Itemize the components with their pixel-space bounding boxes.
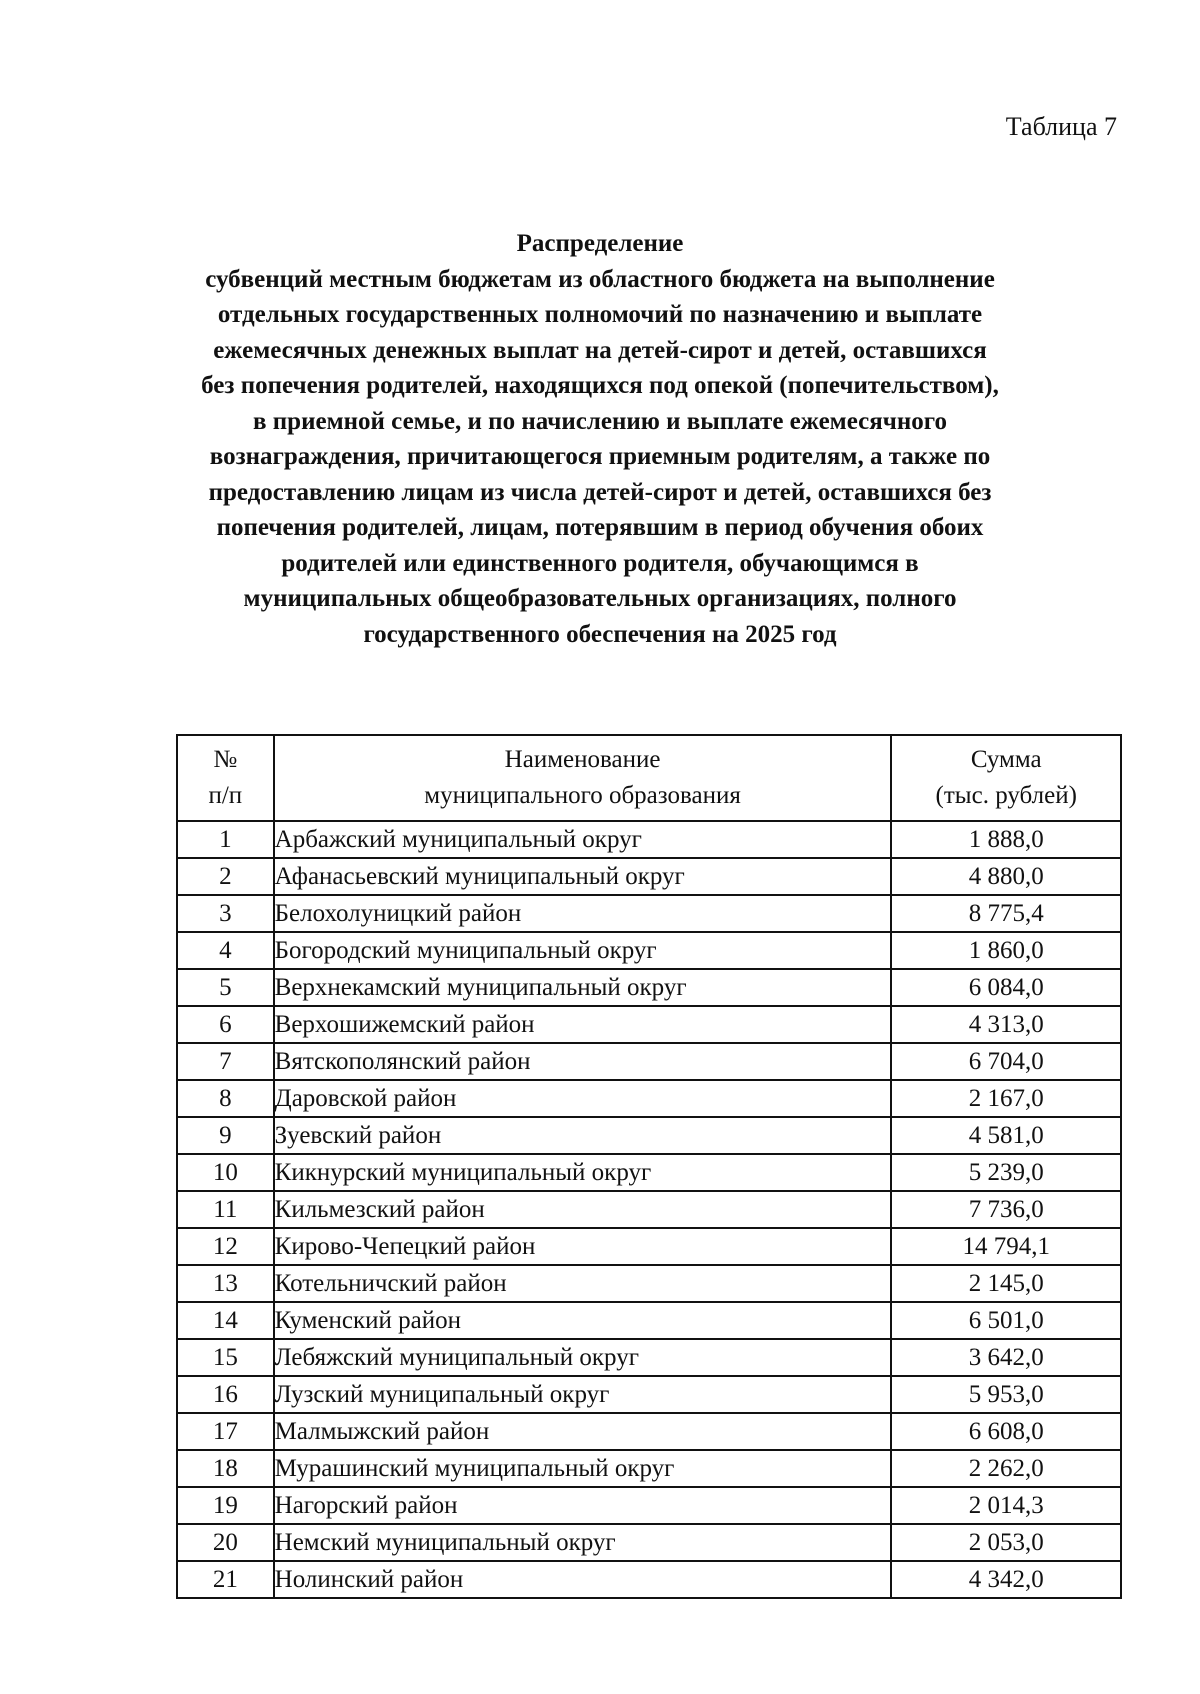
table-row [177,821,1121,858]
table-row [177,1043,1121,1080]
table-body [177,821,1121,1598]
title-line: Распределение [516,230,684,257]
header-name-line: Наименование [504,746,661,773]
amount-cell: 8 775,4 [891,895,1121,932]
amount-cell: 4 880,0 [891,858,1121,895]
amount-cell: 1 888,0 [891,821,1121,858]
document-title [140,226,1060,652]
table-row [177,1117,1121,1154]
amount-cell: 2 053,0 [891,1524,1121,1561]
municipality-name-cell: Лебяжский муниципальный округ [274,1339,892,1376]
header-sum-line: (тыс. рублей) [935,782,1077,809]
header-sum [891,735,1121,821]
row-number-cell: 10 [177,1154,274,1191]
header-number [177,735,274,821]
amount-cell: 4 581,0 [891,1117,1121,1154]
table-row [177,1524,1121,1561]
municipality-name-cell: Немский муниципальный округ [274,1524,892,1561]
row-number-cell: 5 [177,969,274,1006]
amount-cell: 6 084,0 [891,969,1121,1006]
municipality-name-cell: Вятскополянский район [274,1043,892,1080]
municipality-name-cell: Зуевский район [274,1117,892,1154]
row-number-cell: 9 [177,1117,274,1154]
row-number-cell: 8 [177,1080,274,1117]
title-line: субвенций местным бюджетам из областного бюджета на выполнение [205,265,995,293]
amount-cell: 2 167,0 [891,1080,1121,1117]
amount-cell: 5 239,0 [891,1154,1121,1191]
table-row [177,1339,1121,1376]
municipality-name-cell: Даровской район [274,1080,892,1117]
municipality-name-cell: Котельничский район [274,1265,892,1302]
row-number-cell: 20 [177,1524,274,1561]
table-row [177,1487,1121,1524]
municipality-name-cell: Мурашинский муниципальный округ [274,1450,892,1487]
row-number-cell: 21 [177,1561,274,1598]
table-row [177,932,1121,969]
row-number-cell: 4 [177,932,274,969]
table-row [177,1228,1121,1265]
title-line: родителей или единственного родителя, обучающимся в [281,549,919,577]
title-line: попечения родителей, лицам, потерявшим в период обучения обоих [216,514,984,541]
amount-cell: 2 262,0 [891,1450,1121,1487]
municipality-name-cell: Верхнекамский муниципальный округ [274,969,892,1006]
amount-cell: 1 860,0 [891,932,1121,969]
amount-cell: 2 145,0 [891,1265,1121,1302]
table-row [177,858,1121,895]
municipality-name-cell: Кильмезский район [274,1191,892,1228]
title-line: вознаграждения, причитающегося приемным родителям, а также по [209,443,991,470]
row-number-cell: 2 [177,858,274,895]
municipality-name-cell: Нагорский район [274,1487,892,1524]
row-number-cell: 15 [177,1339,274,1376]
amount-cell: 7 736,0 [891,1191,1121,1228]
row-number-cell: 7 [177,1043,274,1080]
municipality-name-cell: Лузский муниципальный округ [274,1376,892,1413]
amount-cell: 4 342,0 [891,1561,1121,1598]
table-row [177,1191,1121,1228]
table-row [177,1154,1121,1191]
row-number-cell: 19 [177,1487,274,1524]
municipality-name-cell: Малмыжский район [274,1413,892,1450]
municipality-name-cell: Нолинский район [274,1561,892,1598]
header-number-line: № [213,746,238,773]
municipality-name-cell: Белохолуницкий район [274,895,892,932]
table-row [177,1376,1121,1413]
table-row [177,1080,1121,1117]
amount-cell: 14 794,1 [891,1228,1121,1265]
title-line: предоставлению лицам из числа детей-сирот и детей, оставшихся без [208,478,992,506]
municipality-name-cell: Богородский муниципальный округ [274,932,892,969]
header-name [274,735,892,821]
title-line: отдельных государственных полномочий по назначению и выплате [217,301,983,328]
amount-cell: 3 642,0 [891,1339,1121,1376]
table-row [177,1302,1121,1339]
table-row [177,1450,1121,1487]
title-line: ежемесячных денежных выплат на детей-сирот и детей, оставшихся [213,336,987,364]
municipality-name-cell: Куменский район [274,1302,892,1339]
table-row [177,1413,1121,1450]
row-number-cell: 1 [177,821,274,858]
table-number-label: Таблица 7 [1005,112,1117,141]
row-number-cell: 18 [177,1450,274,1487]
table-header-row [177,735,1121,821]
row-number-cell: 13 [177,1265,274,1302]
amount-cell: 6 501,0 [891,1302,1121,1339]
title-line: муниципальных общеобразовательных организациях, полного [243,585,957,612]
municipality-name-cell: Афанасьевский муниципальный округ [274,858,892,895]
municipality-name-cell: Арбажский муниципальный округ [274,821,892,858]
table-row [177,1265,1121,1302]
table-row [177,1006,1121,1043]
municipality-name-cell: Кирово-Чепецкий район [274,1228,892,1265]
municipality-name-cell: Верхошижемский район [274,1006,892,1043]
amount-cell: 4 313,0 [891,1006,1121,1043]
header-number-line: п/п [208,782,243,809]
municipality-name-cell: Кикнурский муниципальный округ [274,1154,892,1191]
amount-cell: 6 704,0 [891,1043,1121,1080]
row-number-cell: 3 [177,895,274,932]
row-number-cell: 17 [177,1413,274,1450]
amount-cell: 5 953,0 [891,1376,1121,1413]
header-name-line: муниципального образования [424,782,741,809]
table-row [177,969,1121,1006]
header-sum-line: Сумма [970,746,1042,773]
row-number-cell: 11 [177,1191,274,1228]
row-number-cell: 16 [177,1376,274,1413]
distribution-table [176,734,1122,1599]
row-number-cell: 12 [177,1228,274,1265]
row-number-cell: 6 [177,1006,274,1043]
table-row [177,895,1121,932]
title-line: государственного обеспечения на 2025 год [363,620,837,648]
title-line: в приемной семье, и по начислению и выплате ежемесячного [253,407,947,435]
row-number-cell: 14 [177,1302,274,1339]
amount-cell: 2 014,3 [891,1487,1121,1524]
table-row [177,1561,1121,1598]
title-line: без попечения родителей, находящихся под опекой (попечительством), [201,372,999,399]
amount-cell: 6 608,0 [891,1413,1121,1450]
